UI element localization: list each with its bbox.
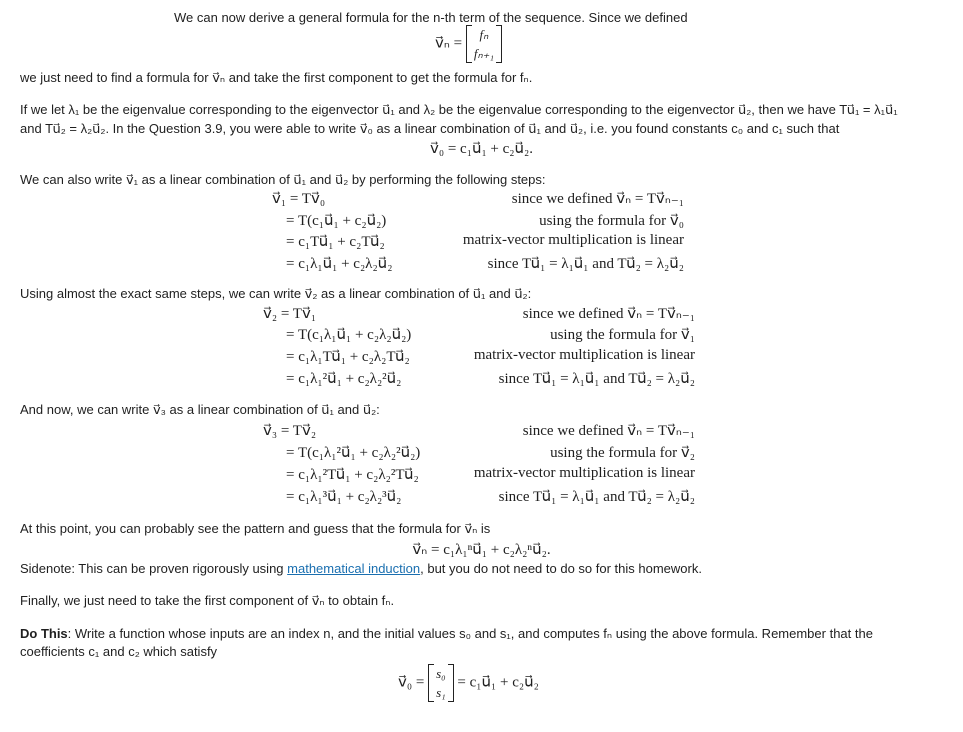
step-reason: using the formula for v⃗₀ xyxy=(539,213,684,229)
coefficients-text: coefficients c₁ and c₂ which satisfy xyxy=(20,644,218,659)
step-eq: = T(c₁λ₁²u⃗₁ + c₂λ₂²u⃗₂) xyxy=(286,445,421,461)
v1-intro: We can also write v⃗₁ as a linear combination of u⃗₁ and u⃗₂ by performing the following steps: xyxy=(20,172,546,187)
step-eq: = c₁Tu⃗₁ + c₂Tu⃗₂ xyxy=(286,234,385,250)
v0-equation: v⃗₀ = c₁u⃗₁ + c₂u⃗₂. xyxy=(429,141,534,157)
step-eq: = c₁λ₁Tu⃗₁ + c₂λ₂Tu⃗₂ xyxy=(286,349,410,365)
v0-definition-lhs: v⃗₀ = xyxy=(398,674,425,691)
vector-top: fₙ xyxy=(479,27,489,42)
vn-definition-lhs: v⃗ₙ = xyxy=(435,35,463,52)
do-this xyxy=(20,626,873,642)
vector-bracket xyxy=(466,25,502,63)
step-reason: matrix-vector multiplication is linear xyxy=(473,465,695,481)
step-eq: = c₁λ₁³u⃗₁ + c₂λ₂³u⃗₂ xyxy=(286,489,402,505)
step-reason: since Tu⃗₁ = λ₁u⃗₁ and Tu⃗₂ = λ₂u⃗₂ xyxy=(498,489,695,505)
vector-bottom: fₙ₊₁ xyxy=(473,46,495,61)
do-this-text: : Write a function whose inputs are an index n, and the initial values s₀ and s₁, and computes fₙ using the above formula. Remember that the xyxy=(67,626,873,641)
vn-definition xyxy=(435,25,502,63)
step-eq: = c₁λ₁²Tu⃗₁ + c₂λ₂²Tu⃗₂ xyxy=(286,467,419,483)
v0-definition-rhs: = c₁u⃗₁ + c₂u⃗₂ xyxy=(457,674,539,691)
step-reason: matrix-vector multiplication is linear xyxy=(462,232,684,248)
sidenote-after: , but you do not need to do so for this homework. xyxy=(420,561,702,576)
step-eq: v⃗₃ = Tv⃗₂ xyxy=(263,423,317,439)
vector-bottom: s₁ xyxy=(436,685,446,700)
eigen-text-1: If we let λ₁ be the eigenvalue corresponding to the eigenvector u⃗₁ and λ₂ be the eigenvalue corresponding to the eigenvector u⃗₂, then we have Tu⃗₁ = λ₁u⃗₁ xyxy=(20,102,898,117)
step-eq: = T(c₁λ₁u⃗₁ + c₂λ₂u⃗₂) xyxy=(286,327,412,343)
step-reason: using the formula for v⃗₂ xyxy=(550,445,695,461)
vector-bracket xyxy=(428,664,454,702)
step-reason: since we defined v⃗ₙ = Tv⃗ₙ₋₁ xyxy=(511,191,684,207)
do-this-label: Do This xyxy=(20,626,68,641)
vector-top: s₀ xyxy=(436,666,446,681)
pattern-text: At this point, you can probably see the pattern and guess that the formula for v⃗ₙ is xyxy=(20,521,491,536)
sidenote xyxy=(20,561,702,577)
v0-definition xyxy=(398,664,539,702)
v2-intro: Using almost the exact same steps, we can write v⃗₂ as a linear combination of u⃗₁ and u⃗₂: xyxy=(20,286,532,301)
step-reason: using the formula for v⃗₁ xyxy=(550,327,695,343)
find-formula-text: we just need to find a formula for v⃗ₙ and take the first component to get the formula for fₙ. xyxy=(20,70,533,85)
intro-text: We can now derive a general formula for the n-th term of the sequence. Since we defined xyxy=(174,10,688,25)
eigen-text-2: and Tu⃗₂ = λ₂u⃗₂. In the Question 3.9, you were able to write v⃗₀ as a linear combination of u⃗₁ and u⃗₂, i.e. you found constants c₀ and c₁ such that xyxy=(20,121,840,136)
step-reason: since Tu⃗₁ = λ₁u⃗₁ and Tu⃗₂ = λ₂u⃗₂ xyxy=(487,256,684,272)
step-eq: = T(c₁u⃗₁ + c₂u⃗₂) xyxy=(286,213,387,229)
step-eq: = c₁λ₁²u⃗₁ + c₂λ₂²u⃗₂ xyxy=(286,371,402,387)
step-eq: = c₁λ₁u⃗₁ + c₂λ₂u⃗₂ xyxy=(286,256,393,272)
final-text: Finally, we just need to take the first component of v⃗ₙ to obtain fₙ. xyxy=(20,593,395,608)
step-reason: since we defined v⃗ₙ = Tv⃗ₙ₋₁ xyxy=(522,423,695,439)
step-reason: since Tu⃗₁ = λ₁u⃗₁ and Tu⃗₂ = λ₂u⃗₂ xyxy=(498,371,695,387)
step-reason: since we defined v⃗ₙ = Tv⃗ₙ₋₁ xyxy=(522,306,695,322)
step-eq: v⃗₁ = Tv⃗₀ xyxy=(272,191,326,207)
step-reason: matrix-vector multiplication is linear xyxy=(473,347,695,363)
v3-intro: And now, we can write v⃗₃ as a linear combination of u⃗₁ and u⃗₂: xyxy=(20,402,380,417)
step-eq: v⃗₂ = Tv⃗₁ xyxy=(263,306,317,322)
vn-equation: v⃗ₙ = c₁λ₁ⁿu⃗₁ + c₂λ₂ⁿu⃗₂. xyxy=(412,542,551,558)
sidenote-before: Sidenote: This can be proven rigorously using xyxy=(20,561,288,576)
induction-link[interactable]: mathematical induction xyxy=(287,561,421,576)
